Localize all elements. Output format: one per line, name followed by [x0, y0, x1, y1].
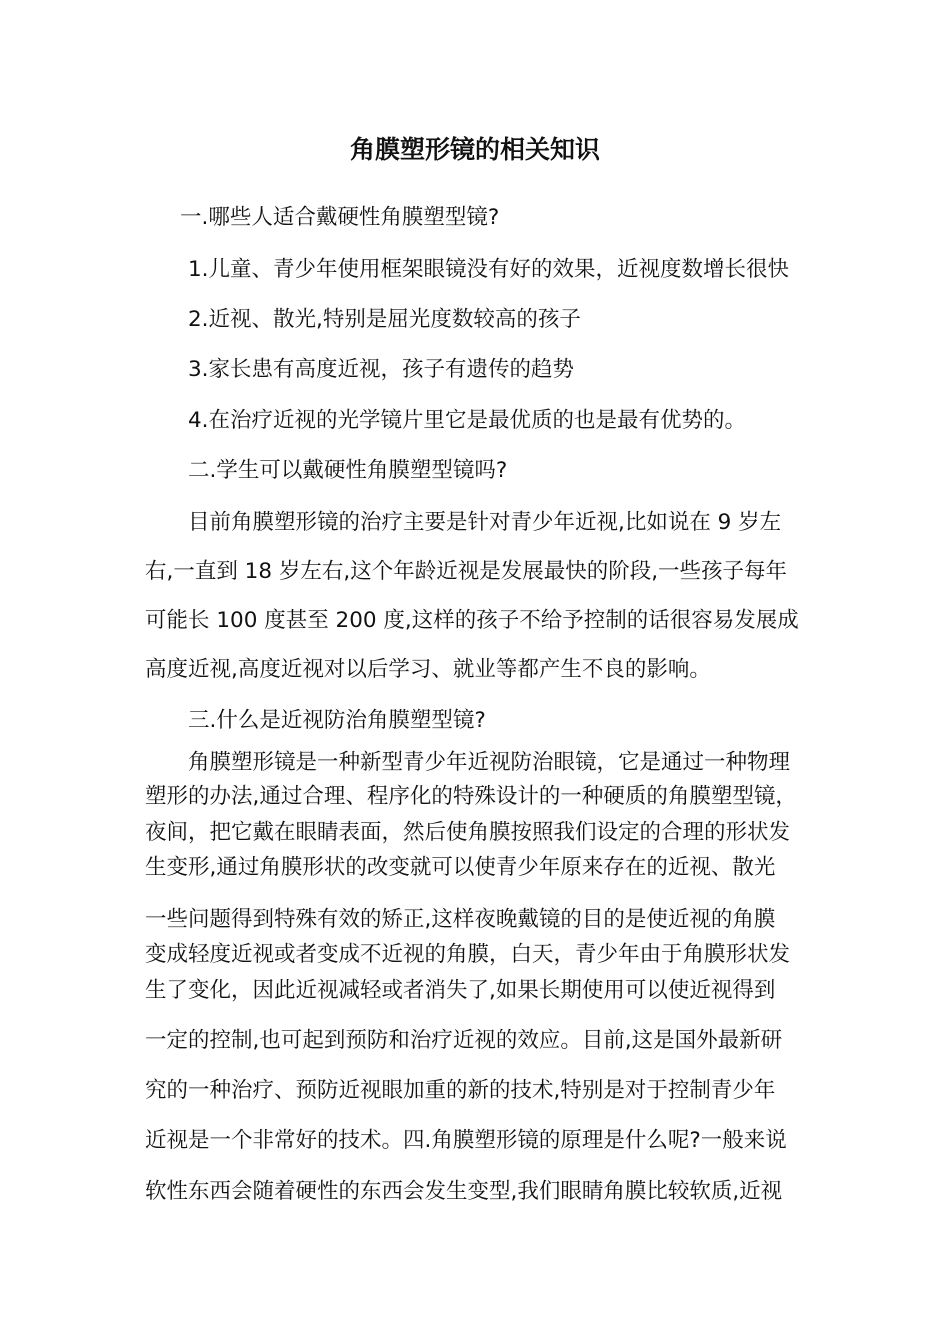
paragraph-line: 可能长 100 度甚至 200 度,这样的孩子不给予控制的话很容易发展成: [145, 608, 799, 633]
list-item-3: 3.家长患有高度近视，孩子有遗传的趋势: [188, 357, 575, 382]
paragraph-line: 塑形的办法,通过合理、程序化的特殊设计的一种硬质的角膜塑型镜，: [145, 784, 797, 809]
paragraph-line: 一定的控制,也可起到预防和治疗近视的效应。目前,这是国外最新研: [145, 1028, 783, 1053]
list-item-4: 4.在治疗近视的光学镜片里它是最优质的也是最有优势的。: [188, 408, 747, 433]
paragraph-line: 软性东西会随着硬性的东西会发生变型,我们眼睛角膜比较软质,近视: [145, 1179, 783, 1204]
paragraph-line: 变成轻度近视或者变成不近视的角膜，白天，青少年由于角膜形状发: [145, 942, 791, 967]
paragraph-line: 究的一种治疗、预防近视眼加重的新的技术,特别是对于控制青少年: [145, 1078, 776, 1103]
paragraph-line: 夜间，把它戴在眼睛表面，然后使角膜按照我们设定的合理的形状发: [145, 820, 791, 845]
question-heading-1: 一.哪些人适合戴硬性角膜塑型镜?: [180, 205, 500, 230]
paragraph-line: 高度近视,高度近视对以后学习、就业等都产生不良的影响。: [145, 657, 711, 682]
paragraph-line: 目前角膜塑形镜的治疗主要是针对青少年近视,比如说在 9 岁左: [188, 510, 782, 535]
paragraph-line: 近视是一个非常好的技术。四.角膜塑形镜的原理是什么呢?一般来说: [145, 1128, 787, 1153]
paragraph-line: 生了变化，因此近视减轻或者消失了,如果长期使用可以使近视得到: [145, 978, 776, 1003]
question-heading-3: 三.什么是近视防治角膜塑型镜?: [188, 708, 486, 733]
paragraph-line: 一些问题得到特殊有效的矫正,这样夜晚戴镜的目的是使近视的角膜: [145, 907, 776, 932]
paragraph-line: 角膜塑形镜是一种新型青少年近视防治眼镜，它是通过一种物理: [188, 750, 791, 775]
paragraph-line: 生变形,通过角膜形状的改变就可以使青少年原来存在的近视、散光: [145, 855, 776, 880]
question-heading-2: 二.学生可以戴硬性角膜塑型镜吗?: [188, 458, 508, 483]
paragraph-line: 右,一直到 18 岁左右,这个年龄近视是发展最快的阶段,一些孩子每年: [145, 559, 788, 584]
list-item-1: 1.儿童、青少年使用框架眼镜没有好的效果，近视度数增长很快: [188, 257, 790, 282]
page-title: 角膜塑形镜的相关知识: [349, 135, 600, 164]
list-item-2: 2.近视、散光,特别是屈光度数较高的孩子: [188, 307, 581, 332]
